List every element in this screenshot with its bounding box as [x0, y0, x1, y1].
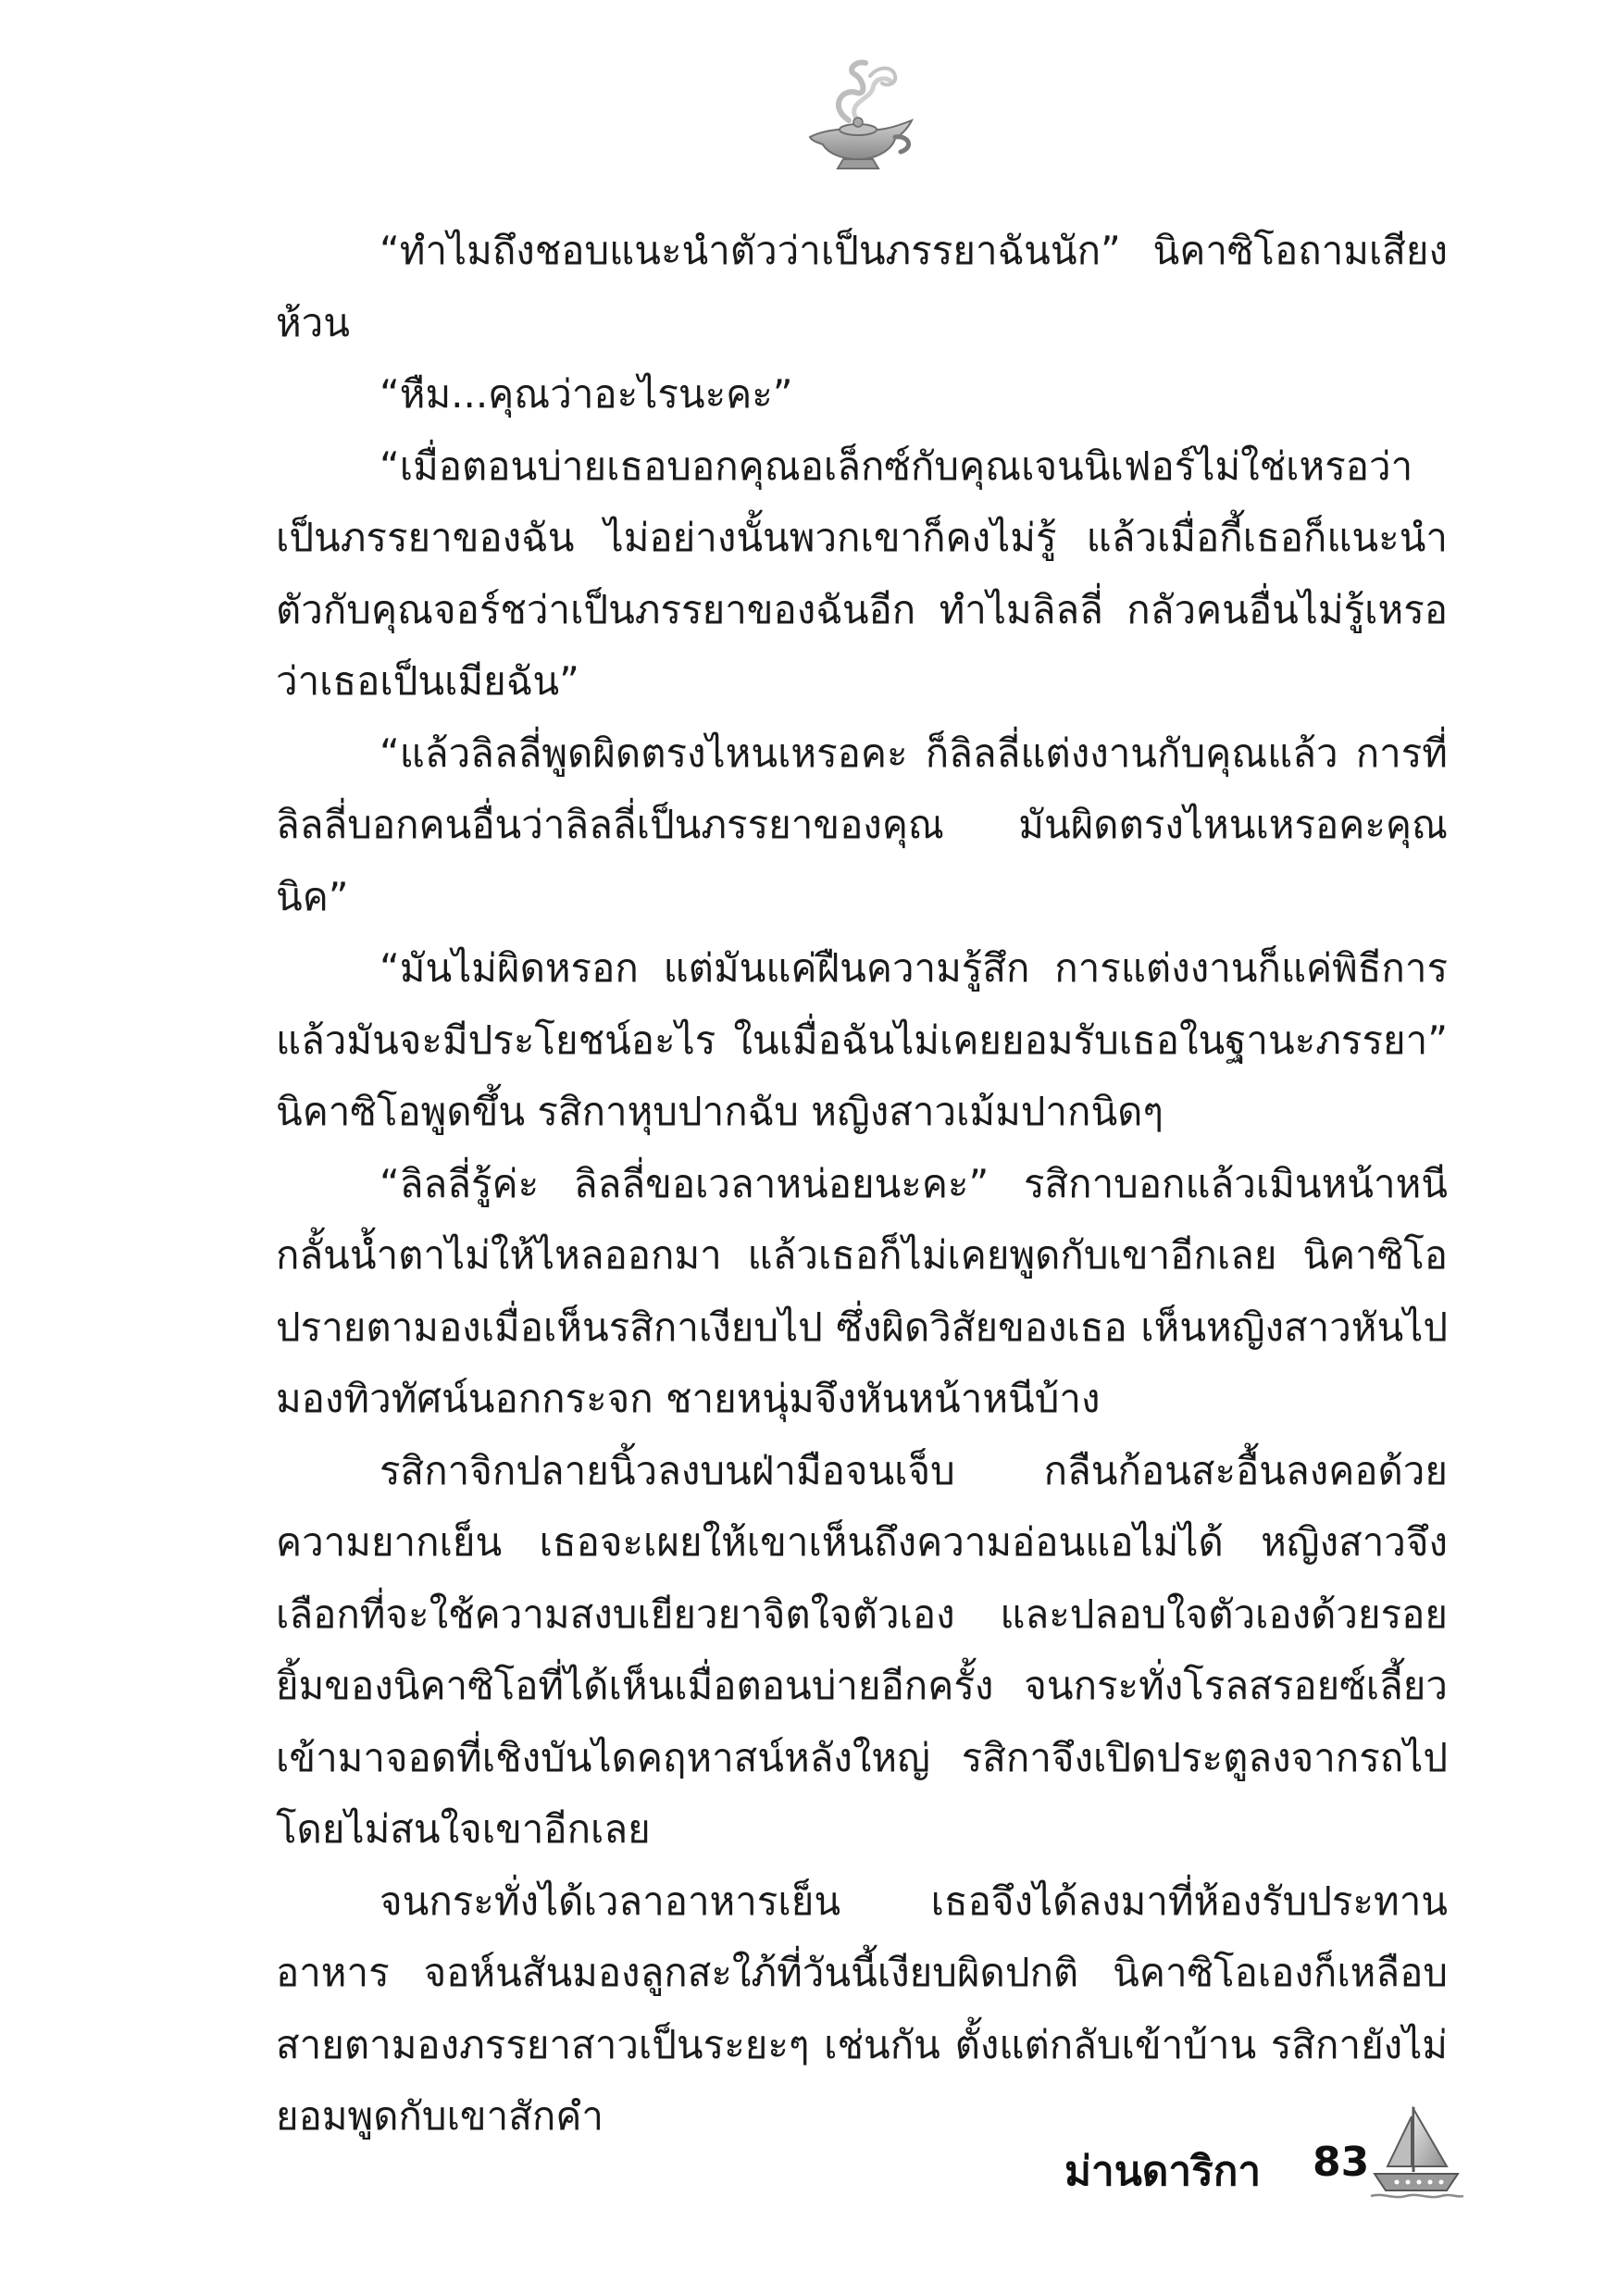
page-footer	[1064, 2102, 1462, 2203]
paragraph: “ทำไมถึงชอบแนะนำตัวว่าเป็นภรรยาฉันนัก” นิคาซิโอถามเสียงห้วน	[276, 228, 1448, 345]
paragraph: จนกระทั่งได้เวลาอาหารเย็น เธอจึงได้ลงมาที่ห้องรับประทานอาหาร จอห์นสันมองลูกสะใภ้ที่วันนี้เงียบผิดปกติ นิคาซิโอเองก็เหลือบสายตามองภรรยาสาวเป็นระยะๆ เช่นกัน ตั้งแต่กลับเข้าบ้าน รสิกายังไม่ยอมพูดกับเขาสักคำ	[276, 1878, 1448, 2139]
body-text	[276, 215, 1448, 2152]
paragraph: “หืม...คุณว่าอะไรนะคะ”	[380, 371, 793, 417]
paragraph: “แล้วลิลลี่พูดผิดตรงไหนเหรอคะ ก็ลิลลี่แต่งงานกับคุณแล้ว การที่ลิลลี่บอกคนอื่นว่าลิลลี่เป็นภรรยาของคุณ มันผิดตรงไหนเหรอคะคุณนิค”	[276, 730, 1448, 919]
paragraph: “เมื่อตอนบ่ายเธอบอกคุณอเล็กซ์กับคุณเจนนิเฟอร์ไม่ใช่เหรอว่าเป็นภรรยาของฉัน ไม่อย่างนั้นพวกเขาก็คงไม่รู้ แล้วเมื่อกี้เธอก็แนะนำตัวกับคุณจอร์ชว่าเป็นภรรยาของฉันอีก ทำไมลิลลี่ กลัวคนอื่นไม่รู้เหรอว่าเธอเป็นเมียฉัน”	[276, 443, 1448, 704]
paragraph: รสิกาจิกปลายนิ้วลงบนฝ่ามือจนเจ็บ กลืนก้อนสะอื้นลงคอด้วยความยากเย็น เธอจะเผยให้เขาเห็นถึงความอ่อนแอไม่ได้ หญิงสาวจึงเลือกที่จะใช้ความสงบเยียวยาจิตใจตัวเอง และปลอบใจตัวเองด้วยรอยยิ้มของนิคาซิโอที่ได้เห็นเมื่อตอนบ่ายอีกครั้ง จนกระทั่งโรลสรอยซ์เลี้ยวเข้ามาจอดที่เชิงบันไดคฤหาสน์หลังใหญ่ รสิกาจึงเปิดประตูลงจากรถไปโดยไม่สนใจเขาอีกเลย	[276, 1447, 1448, 1852]
page-number: 83	[1313, 2139, 1370, 2186]
book-title: ม่านดาริกา	[1064, 2148, 1262, 2195]
paragraph: “ลิลลี่รู้ค่ะ ลิลลี่ขอเวลาหน่อยนะคะ” รสิกาบอกแล้วเมินหน้าหนีกลั้นน้ำตาไม่ให้ไหลออกมา แล้วเธอก็ไม่เคยพูดกับเขาอีกเลย นิคาซิโอปรายตามองเมื่อเห็นรสิกาเงียบไป ซึ่งผิดวิสัยของเธอ เห็นหญิงสาวหันไปมองทิวทัศน์นอกกระจก ชายหนุ่มจึงหันหน้าหนีบ้าง	[276, 1160, 1448, 1421]
paragraph: “มันไม่ผิดหรอก แต่มันแค่ฝืนความรู้สึก การแต่งงานก็แค่พิธีการแล้วมันจะมีประโยชน์อะไร ในเมื่อฉันไม่เคยยอมรับเธอในฐานะภรรยา” นิคาซิโอพูดขึ้น รสิกาหุบปากฉับ หญิงสาวเม้มปากนิดๆ	[276, 945, 1448, 1134]
genie-lamp-icon	[791, 56, 930, 176]
sailboat-icon	[1365, 2102, 1467, 2203]
